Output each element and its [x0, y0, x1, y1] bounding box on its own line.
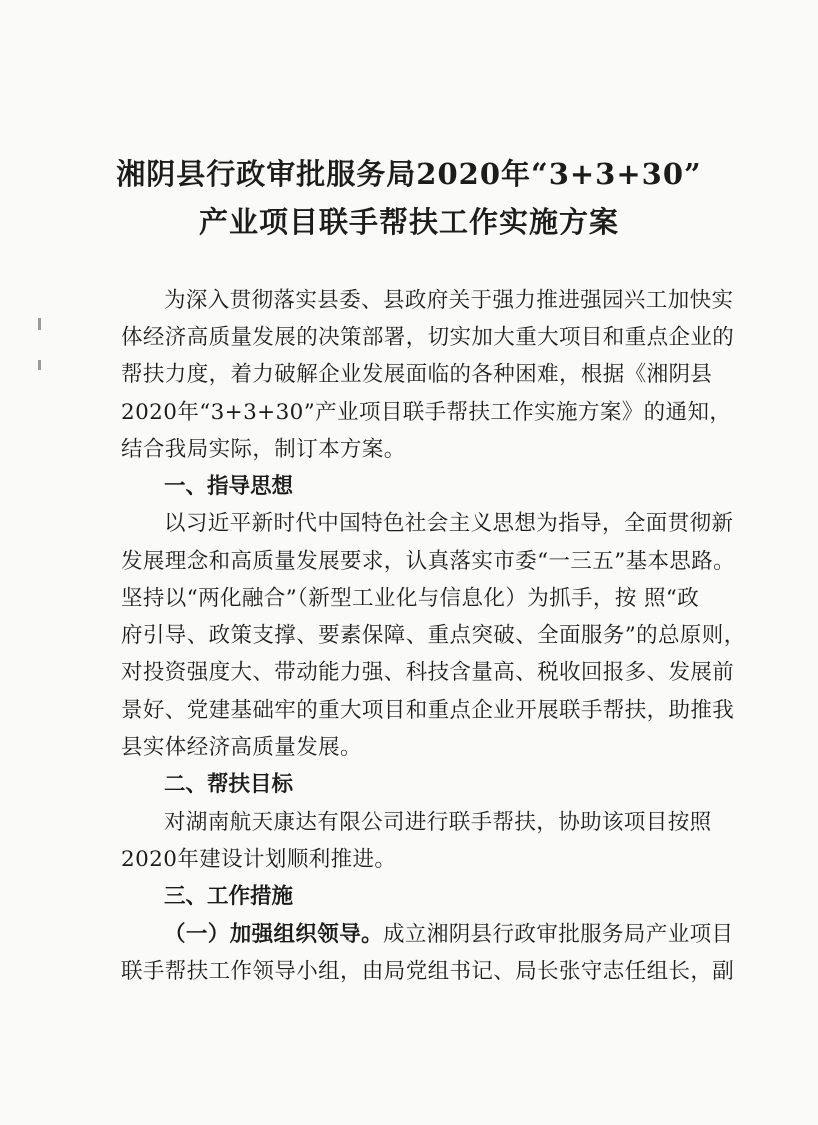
intro-line: 体经济高质量发展的决策部署，切实加大重大项目和重点企业的: [121, 325, 735, 350]
section1-line: 以习近平新时代中国特色社会主义思想为指导，全面贯彻新: [164, 511, 734, 536]
section-heading: 二、帮扶目标: [164, 772, 294, 797]
intro-line: 为深入贯彻落实县委、县政府关于强力推进强园兴工加快实: [164, 288, 734, 313]
subsection-text: 成立湘阴县行政审批服务局产业项目: [383, 922, 734, 947]
intro-line: 帮扶力度，着力破解企业发展面临的各种困难，根据《湘阴县: [121, 362, 713, 387]
section3-subsection-line: [164, 918, 734, 952]
section1-line: 景好、党建基础牢的重大项目和重点企业开展联手帮扶，助推我: [121, 698, 735, 723]
section2-line: 2020年建设计划顺利推进。: [121, 847, 397, 872]
intro-line: 结合我局实际，制订本方案。: [121, 437, 406, 462]
section1-line: 县实体经济高质量发展。: [121, 735, 362, 760]
section-heading: 三、工作措施: [164, 884, 294, 909]
section2-line: 对湖南航天康达有限公司进行联手帮扶，协助该项目按照: [164, 810, 712, 835]
scan-edge-mark: [38, 360, 41, 370]
document-title-line-2: 产业项目联手帮扶工作实施方案: [198, 205, 619, 239]
scan-edge-mark: [38, 318, 41, 330]
document-title-line-1: 湘阴县行政审批服务局2020年“3+3+30”: [116, 157, 702, 191]
intro-line: 2020年“3+3+30”产业项目联手帮扶工作实施方案》的通知，: [121, 400, 732, 425]
section3-line: 联手帮扶工作领导小组，由局党组书记、局长张守志任组长，副: [121, 959, 735, 984]
subsection-lead: （一）加强组织领导。: [164, 922, 384, 947]
section1-line: 对投资强度大、带动能力强、科技含量高、税收回报多、发展前: [121, 660, 735, 685]
section1-line: 坚持以“两化融合”（新型工业化与信息化）为抓手，按 照“政: [121, 586, 700, 611]
section1-line: 发展理念和高质量发展要求，认真落实市委“一三五”基本思路。: [121, 549, 736, 574]
section-heading: 一、指导思想: [164, 474, 294, 499]
section1-line: 府引导、政策支撑、要素保障、重点突破、全面服务”的总原则，: [121, 623, 746, 648]
